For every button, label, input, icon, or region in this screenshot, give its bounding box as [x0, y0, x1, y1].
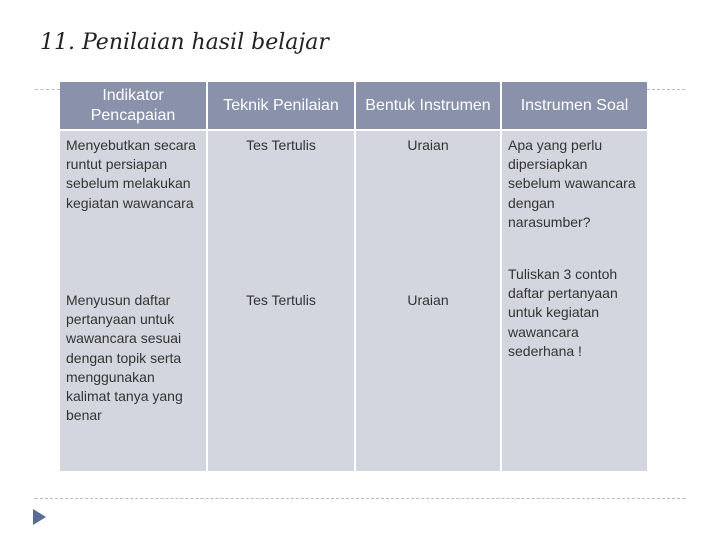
play-triangle-icon — [33, 509, 46, 525]
assessment-table — [60, 82, 647, 471]
header-teknik: Teknik Penilaian — [206, 82, 354, 131]
slide-title: 11. Penilaian hasil belajar — [40, 30, 329, 55]
row1-teknik: Tes Tertulis — [206, 131, 354, 283]
top-divider-left — [35, 89, 60, 90]
row1-bentuk: Uraian — [354, 131, 500, 283]
top-divider-right — [647, 89, 685, 90]
header-instrumen: Instrumen Soal — [500, 82, 647, 131]
row2-indikator: Menyusun daftar pertanyaan untuk wawancara sesuai dengan topik serta menggunakan kalimat tanya yang benar — [66, 292, 183, 424]
row1-indikator: Menyebutkan secara runtut persiapan sebelum melakukan kegiatan wawancara — [66, 137, 196, 211]
header-indikator: Indikator Pencapaian — [60, 82, 206, 131]
header-bentuk: Bentuk Instrumen — [354, 82, 500, 131]
bottom-divider — [35, 498, 685, 499]
row2-teknik: Tes Tertulis — [206, 283, 354, 471]
row2-instrumen: Tuliskan 3 contoh daftar pertanyaan untuk kegiatan wawancara sederhana ! — [500, 265, 647, 471]
row1-instrumen: Apa yang perlu dipersiapkan sebelum wawancara dengan narasumber? — [500, 131, 647, 283]
row2-bentuk: Uraian — [354, 283, 500, 471]
